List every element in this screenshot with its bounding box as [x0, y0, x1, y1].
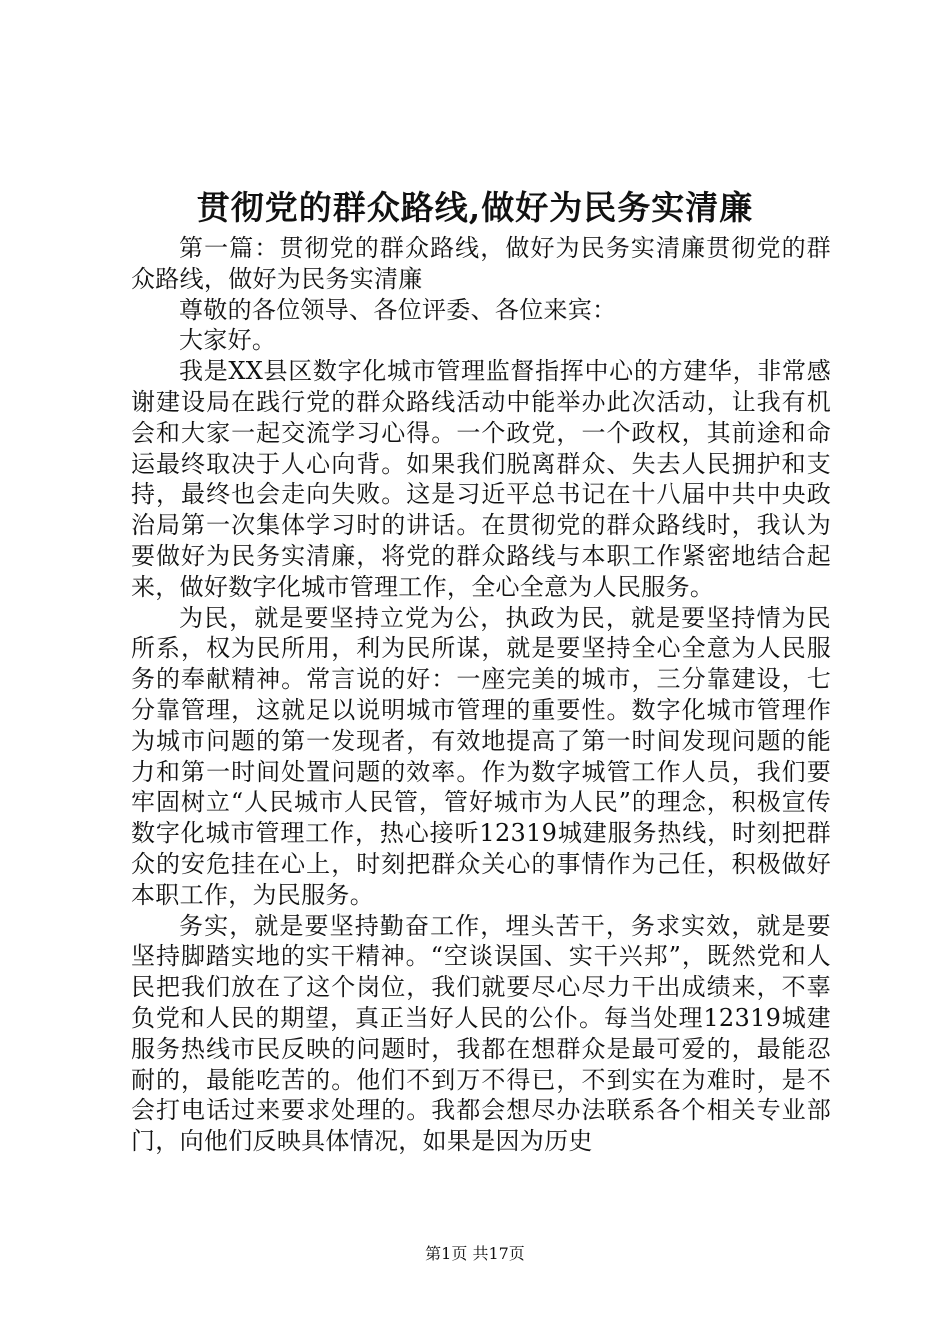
document-title: 贯彻党的群众路线,做好为民务实清廉	[196, 188, 754, 227]
paragraph-pragmatic: 务实，就是要坚持勤奋工作，埋头苦干，务求实效，就是要坚持脚踏实地的实干精神。“空谈误国、实干兴邦”，既然党和人民把我们放在了这个岗位，我们就要尽心尽力干出成绩来，不辜负党和人民的期望，真正当好人民的公仆。每当处理12319城建服务热线市民反映的问题时，我都在想群众是最可爱的，最能忍耐的，最能吃苦的。他们不到万不得已，不到实在为难时，是不会打电话过来要求处理的。我都会想尽办法联系各个相关专业部门，向他们反映具体情况，如果是因为历史	[131, 911, 831, 1156]
paragraph-salutation: 尊敬的各位领导、各位评委、各位来宾：	[179, 295, 617, 324]
paragraph-heading-line: 第一篇：贯彻党的群众路线，做好为民务实清廉贯彻党的群众路线，做好为民务实清廉	[131, 234, 831, 293]
page-footer: 第1页 共17页	[425, 1244, 525, 1263]
document-body	[131, 233, 831, 1157]
paragraph-introduction: 我是XX县区数字化城市管理监督指挥中心的方建华，非常感谢建设局在践行党的群众路线活动中能举办此次活动，让我有机会和大家一起交流学习心得。一个政党，一个政权，其前途和命运最终取决于人心向背。如果我们脱离群众、失去人民拥护和支持，最终也会走向失败。这是习近平总书记在十八届中共中央政治局第一次集体学习时的讲话。在贯彻党的群众路线时，我认为要做好为民务实清廉，将党的群众路线与本职工作紧密地结合起来，做好数字化城市管理工作，全心全意为人民服务。	[131, 357, 831, 601]
paragraph-greeting: 大家好。	[179, 326, 277, 355]
paragraph-serve-people: 为民，就是要坚持立党为公，执政为民，就是要坚持情为民所系，权为民所用，利为民所谋，就是要坚持全心全意为人民服务的奉献精神。常言说的好：一座完美的城市，三分靠建设，七分靠管理，这就足以说明城市管理的重要性。数字化城市管理作为城市问题的第一发现者，有效地提高了第一时间发现问题的能力和第一时间处置问题的效率。作为数字城管工作人员，我们要牢固树立“人民城市人民管，管好城市为人民”的理念，积极宣传数字化城市管理工作，热心接听12319城建服务热线，时刻把群众的安危挂在心上，时刻把群众关心的事情作为己任，积极做好本职工作，为民服务。	[131, 603, 831, 909]
